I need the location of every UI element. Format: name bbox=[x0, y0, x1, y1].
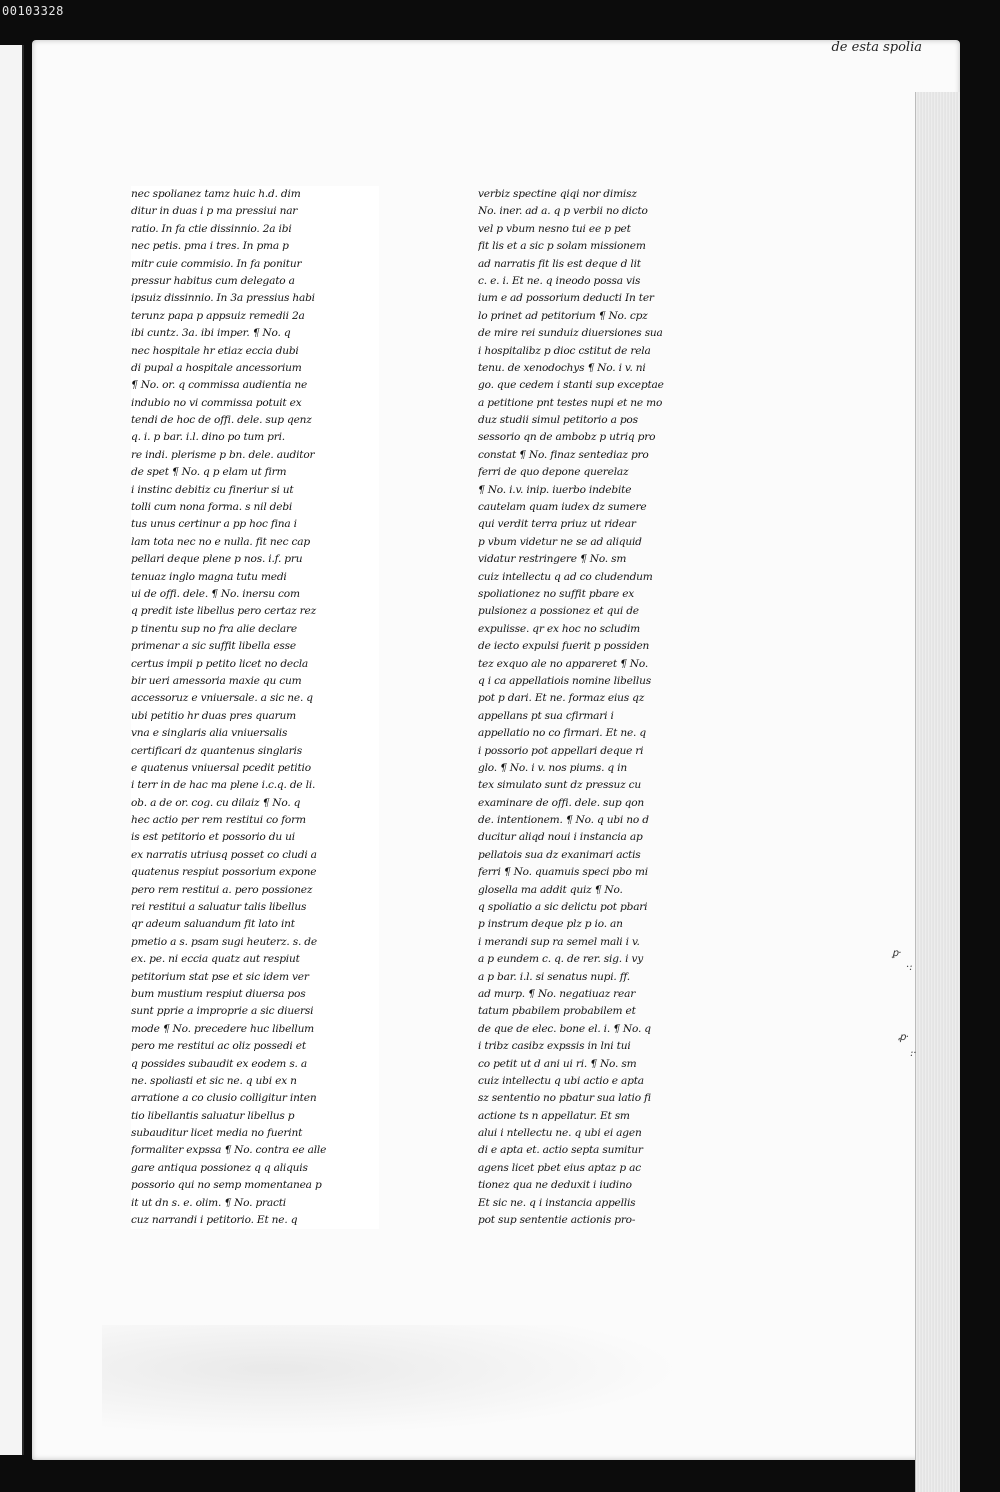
text-line: cautelam quam iudex dz sumere bbox=[478, 501, 647, 514]
text-line: ditur in duas i p ma pressiui nar bbox=[131, 205, 298, 218]
text-line: ibi cuntz. 3a. ibi imper. ¶ No. q bbox=[131, 327, 291, 340]
water-stain bbox=[102, 1325, 682, 1435]
text-line: i terr in de hac ma plene i.c.q. de li. bbox=[131, 779, 316, 792]
text-line: de mire rei sunduiz diuersiones sua bbox=[478, 327, 663, 340]
text-line: cuiz intellectu q ubi actio e apta bbox=[478, 1074, 644, 1087]
text-line: pellari deque plene p nos. i.f. pru bbox=[131, 553, 303, 566]
text-line: sessorio qn de ambobz p utriq pro bbox=[478, 431, 656, 444]
text-line: appellatio no co firmari. Et ne. q bbox=[478, 727, 646, 740]
text-line: ex. pe. ni eccia quatz aut respiut bbox=[131, 953, 300, 966]
text-line: primenar a sic suffit libella esse bbox=[131, 640, 296, 653]
text-line: ad murp. ¶ No. negatiuaz rear bbox=[478, 987, 636, 1000]
text-line: pot p dari. Et ne. formaz eius qz bbox=[478, 692, 645, 705]
text-line: ducitur aliqd noui i instancia ap bbox=[478, 831, 643, 844]
text-line: pellatois sua dz exanimari actis bbox=[478, 848, 641, 861]
text-line: lo prinet ad petitorium ¶ No. cpz bbox=[478, 309, 648, 322]
text-line: ferri ¶ No. quamuis speci pbo mi bbox=[478, 866, 648, 879]
text-line: pulsionez a possionez et qui de bbox=[478, 605, 639, 618]
text-line: q i ca appellatiois nomine libellus bbox=[478, 674, 651, 687]
text-line: q. i. p bar. i.l. dino po tum pri. bbox=[131, 431, 285, 444]
text-line: nec hospitale hr etiaz eccia dubi bbox=[131, 344, 299, 357]
text-line: nec spolianez tamz huic h.d. dim bbox=[131, 188, 301, 200]
text-line: tionez qua ne deduxit i iudino bbox=[478, 1179, 632, 1192]
text-line: glosella ma addit quiz ¶ No. bbox=[478, 883, 623, 896]
text-line: tus unus certinur a pp hoc fina i bbox=[131, 518, 297, 531]
text-line: vidatur restringere ¶ No. sm bbox=[478, 553, 627, 566]
text-line: i instinc debitiz cu fineriur si ut bbox=[131, 483, 294, 496]
text-line: di pupal a hospitale ancessorium bbox=[131, 361, 302, 374]
text-line: indubio no vi commissa potuit ex bbox=[131, 396, 302, 409]
text-line: possorio qui no semp momentanea p bbox=[131, 1179, 322, 1192]
text-line: terunz papa p appsuiz remedii 2a bbox=[131, 309, 305, 322]
text-line: a p bar. i.l. si senatus nupi. ff. bbox=[478, 970, 630, 983]
text-line: tex simulato sunt dz pressuz cu bbox=[478, 779, 642, 792]
text-line: p vbum videtur ne se ad aliquid bbox=[478, 535, 642, 548]
text-line: p tinentu sup no fra alie declare bbox=[131, 622, 297, 635]
text-line: cuz narrandi i petitorio. Et ne. q bbox=[131, 1214, 298, 1227]
text-line: glo. ¶ No. i v. nos piums. q in bbox=[478, 761, 627, 774]
facing-page-edge bbox=[0, 45, 24, 1455]
text-line: a petitione pnt testes nupi et ne mo bbox=[478, 396, 663, 409]
text-line: re indi. plerisme p bn. dele. auditor bbox=[131, 448, 315, 461]
text-line: tolli cum nona forma. s nil debi bbox=[131, 501, 293, 514]
text-line: pmetio a s. psam sugi heuterz. s. de bbox=[131, 935, 317, 948]
text-line: accessoruz e vniuersale. a sic ne. q bbox=[131, 692, 313, 705]
text-line: i merandi sup ra semel mali i v. bbox=[478, 935, 640, 948]
text-line: bir ueri amessoria maxie qu cum bbox=[131, 674, 302, 687]
text-line: pero me restitui ac oliz possedi et bbox=[131, 1040, 306, 1053]
left-text-column bbox=[131, 186, 379, 1229]
text-line: duz studii simul petitorio a pos bbox=[478, 414, 638, 427]
text-line: quatenus respiut possorium expone bbox=[131, 866, 317, 879]
text-line: ne. spoliasti et sic ne. q ubi ex n bbox=[131, 1074, 297, 1087]
text-line: p instrum deque plz p io. an bbox=[478, 918, 623, 931]
text-line: de iecto expulsi fuerit p possiden bbox=[478, 640, 650, 653]
text-line: constat ¶ No. finaz sentediaz pro bbox=[478, 448, 649, 461]
text-line: ob. a de or. cog. cu dilaiz ¶ No. q bbox=[131, 796, 301, 809]
text-line: go. que cedem i stanti sup exceptae bbox=[478, 379, 664, 392]
text-line: verbiz spectine qiqi nor dimisz bbox=[478, 188, 637, 200]
text-line: qr adeum saluandum fit lato int bbox=[131, 918, 295, 931]
text-line: certus impii p petito licet no decla bbox=[131, 657, 309, 670]
text-line: ipsuiz dissinnio. In 3a pressius habi bbox=[131, 292, 315, 305]
text-line: hec actio per rem restitui co form bbox=[131, 814, 306, 827]
text-line: c. e. i. Et ne. q ineodo possa vis bbox=[478, 274, 641, 287]
text-line: fit lis et a sic p solam missionem bbox=[478, 240, 646, 253]
text-line: expulisse. qr ex hoc no scludim bbox=[478, 622, 640, 635]
text-line: qui verdit terra priuz ut ridear bbox=[478, 518, 636, 531]
text-line: cuiz intellectu q ad co cludendum bbox=[478, 570, 653, 583]
text-line: q possides subaudit ex eodem s. a bbox=[131, 1057, 308, 1070]
text-line: Et sic ne. q i instancia appellis bbox=[478, 1196, 636, 1209]
text-line: petitorium stat pse et sic idem ver bbox=[131, 970, 309, 983]
text-line: pressur habitus cum delegato a bbox=[131, 274, 295, 287]
text-line: sunt pprie a improprie a sic diuersi bbox=[131, 1005, 314, 1018]
text-line: tenu. de xenodochys ¶ No. i v. ni bbox=[478, 361, 646, 374]
text-line: ex narratis utriusq posset co cludi a bbox=[131, 848, 317, 861]
right-text-column bbox=[478, 186, 736, 1229]
text-line: appellans pt sua cfirmari i bbox=[478, 709, 614, 722]
text-line: de spet ¶ No. q p elam ut firm bbox=[131, 466, 287, 479]
text-line: tatum pbabilem probabilem et bbox=[478, 1005, 636, 1018]
text-line: ubi petitio hr duas pres quarum bbox=[131, 709, 296, 722]
text-line: mitr cuie commisio. In fa ponitur bbox=[131, 257, 302, 270]
text-line: actione ts n appellatur. Et sm bbox=[478, 1109, 630, 1122]
text-line: i tribz casibz expssis in lni tui bbox=[478, 1040, 631, 1053]
text-line: mode ¶ No. precedere huc libellum bbox=[131, 1022, 315, 1035]
text-line: examinare de offi. dele. sup qon bbox=[478, 796, 645, 809]
frame-number: 00103328 bbox=[2, 4, 64, 18]
text-line: e quatenus vniuersal pcedit petitio bbox=[131, 761, 311, 774]
text-line: ad narratis fit lis est deque d lit bbox=[478, 257, 641, 270]
text-line: arratione a co clusio colligitur inten bbox=[131, 1092, 317, 1105]
text-line: No. iner. ad a. q p verbii no dicto bbox=[478, 205, 648, 218]
text-line: is est petitorio et possorio du ui bbox=[131, 831, 295, 844]
text-line: tenuaz inglo magna tutu medi bbox=[131, 570, 287, 583]
text-line: bum mustium respiut diuersa pos bbox=[131, 987, 306, 1000]
text-line: subauditur licet media no fuerint bbox=[131, 1127, 303, 1140]
text-line: de que de elec. bone el. i. ¶ No. q bbox=[478, 1022, 651, 1035]
text-line: tendi de hoc de offi. dele. sup qenz bbox=[131, 414, 312, 427]
text-line: i possorio pot appellari deque ri bbox=[478, 744, 644, 757]
running-head: de esta spolia bbox=[831, 40, 922, 55]
text-line: nec petis. pma i tres. In pma p bbox=[131, 240, 289, 253]
text-line: di e apta et. actio septa sumitur bbox=[478, 1144, 643, 1157]
text-line: vel p vbum nesno tui ee p pet bbox=[478, 222, 631, 235]
text-line: a p eundem c. q. de rer. sig. i vy bbox=[478, 953, 644, 966]
text-line: ferri de quo depone querelaz bbox=[478, 466, 629, 479]
text-line: ¶ No. i.v. inip. iuerbo indebite bbox=[478, 483, 632, 496]
text-line: de. intentionem. ¶ No. q ubi no d bbox=[478, 814, 649, 827]
text-line: ratio. In fa ctie dissinnio. 2a ibi bbox=[131, 222, 292, 235]
margin-marks: ꝑ· ·: ꝓ· :· bbox=[892, 948, 917, 1059]
text-line: tez exquo ale no appareret ¶ No. bbox=[478, 657, 649, 670]
text-line: formaliter expssa ¶ No. contra ee alle bbox=[131, 1144, 327, 1157]
text-line: pero rem restitui a. pero possionez bbox=[131, 883, 313, 896]
text-line: certificari dz quantenus singlaris bbox=[131, 744, 302, 757]
page-stack-edge bbox=[915, 92, 960, 1492]
text-line: rei restitui a saluatur talis libellus bbox=[131, 901, 307, 914]
text-line: lam tota nec no e nulla. fit nec cap bbox=[131, 535, 310, 548]
text-line: vna e singlaris alia vniuersalis bbox=[131, 727, 288, 740]
text-line: ium e ad possorium deducti In ter bbox=[478, 292, 654, 305]
text-line: alui i ntellectu ne. q ubi ei agen bbox=[478, 1127, 642, 1140]
text-line: gare antiqua possionez q q aliquis bbox=[131, 1161, 308, 1174]
text-line: tio libellantis saluatur libellus p bbox=[131, 1109, 295, 1122]
text-line: sz sententio no pbatur sua latio fi bbox=[478, 1092, 651, 1105]
text-line: agens licet pbet eius aptaz p ac bbox=[478, 1161, 641, 1174]
text-line: it ut dn s. e. olim. ¶ No. practi bbox=[131, 1196, 286, 1209]
text-line: q predit iste libellus pero certaz rez bbox=[131, 605, 316, 618]
text-line: spoliationez no suffit pbare ex bbox=[478, 587, 635, 600]
text-line: i hospitalibz p dioc cstitut de rela bbox=[478, 344, 651, 357]
text-line: pot sup sententie actionis pro- bbox=[478, 1214, 636, 1227]
text-line: ui de offi. dele. ¶ No. inersu com bbox=[131, 587, 300, 600]
text-line: q spoliatio a sic delictu pot pbari bbox=[478, 901, 648, 914]
text-line: co petit ut d ani ui ri. ¶ No. sm bbox=[478, 1057, 637, 1070]
text-line: ¶ No. or. q commissa audientia ne bbox=[131, 379, 308, 392]
